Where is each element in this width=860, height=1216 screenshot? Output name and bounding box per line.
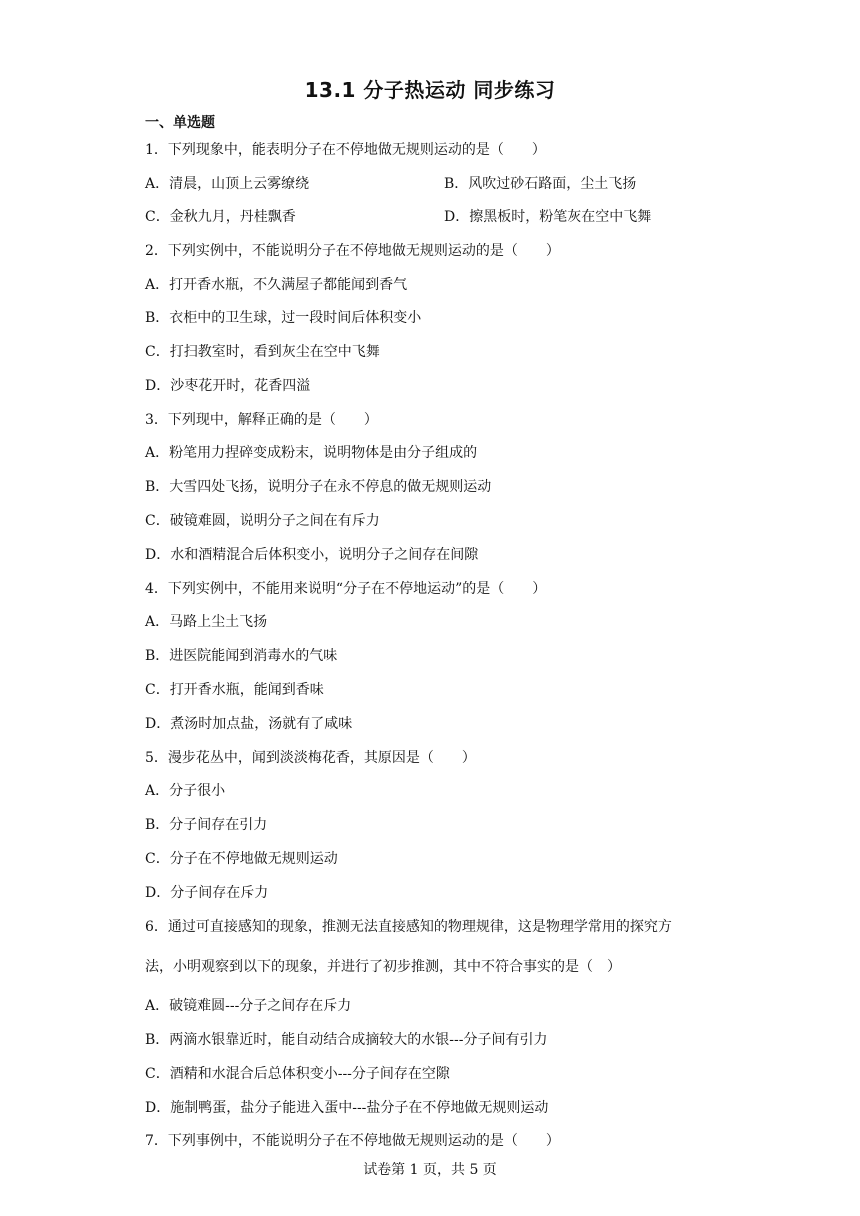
question-5-option-a: A．分子很小 bbox=[145, 783, 226, 799]
question-1-option-c: C．金秋九月，丹桂飘香 bbox=[145, 209, 296, 225]
section-heading: 一、单选题 bbox=[145, 115, 215, 131]
question-1-option-d: D．擦黑板时，粉笔灰在空中飞舞 bbox=[444, 209, 652, 225]
question-6-option-b: B．两滴水银靠近时，能自动结合成摘较大的水银---分子间有引力 bbox=[145, 1032, 548, 1048]
question-2-stem: 2．下列实例中，不能说明分子在不停地做无规则运动的是（ ） bbox=[145, 243, 560, 259]
question-5-option-d: D．分子间存在斥力 bbox=[145, 885, 269, 901]
question-4-option-b: B．进医院能闻到消毒水的气味 bbox=[145, 648, 338, 664]
question-3-option-a: A．粉笔用力捏碎变成粉末，说明物体是由分子组成的 bbox=[145, 445, 478, 461]
question-4-option-c: C．打开香水瓶，能闻到香味 bbox=[145, 682, 324, 698]
question-6-stem-line-1: 6．通过可直接感知的现象，推测无法直接感知的物理规律，这是物理学常用的探究方 bbox=[145, 919, 672, 935]
question-6-stem-line-2: 法，小明观察到以下的现象，并进行了初步推测，其中不符合事实的是（ ） bbox=[145, 959, 621, 975]
question-3-option-d: D．水和酒精混合后体积变小，说明分子之间存在间隙 bbox=[145, 547, 479, 563]
question-2-option-b: B．衣柜中的卫生球，过一段时间后体积变小 bbox=[145, 310, 422, 326]
question-2-option-c: C．打扫教室时，看到灰尘在空中飞舞 bbox=[145, 344, 380, 360]
question-4-option-a: A．马路上尘土飞扬 bbox=[145, 614, 268, 630]
question-6-option-a: A．破镜难圆---分子之间存在斥力 bbox=[145, 998, 352, 1014]
page-footer: 试卷第 1 页，共 5 页 bbox=[363, 1162, 497, 1178]
question-1-stem: 1．下列现象中，能表明分子在不停地做无规则运动的是（ ） bbox=[145, 142, 546, 158]
question-1-option-b: B．风吹过砂石路面，尘土飞扬 bbox=[444, 176, 637, 192]
question-4-option-d: D．煮汤时加点盐，汤就有了咸味 bbox=[145, 716, 353, 732]
question-7-stem: 7．下列事例中，不能说明分子在不停地做无规则运动的是（ ） bbox=[145, 1133, 560, 1149]
question-5-stem: 5．漫步花丛中，闻到淡淡梅花香，其原因是（ ） bbox=[145, 750, 476, 766]
question-6-option-c: C．酒精和水混合后总体积变小---分子间存在空隙 bbox=[145, 1066, 450, 1082]
question-6-option-d: D．施制鸭蛋，盐分子能进入蛋中---盐分子在不停地做无规则运动 bbox=[145, 1100, 549, 1116]
question-3-option-b: B．大雪四处飞扬，说明分子在永不停息的做无规则运动 bbox=[145, 479, 492, 495]
question-5-option-c: C．分子在不停地做无规则运动 bbox=[145, 851, 338, 867]
question-5-option-b: B．分子间存在引力 bbox=[145, 817, 268, 833]
question-2-option-a: A．打开香水瓶，不久满屋子都能闻到香气 bbox=[145, 277, 408, 293]
question-4-stem: 4．下列实例中，不能用来说明“分子在不停地运动”的是（ ） bbox=[145, 581, 547, 597]
page-title: 13.1 分子热运动 同步练习 bbox=[304, 78, 556, 102]
question-3-option-c: C．破镜难圆，说明分子之间在有斥力 bbox=[145, 513, 380, 529]
question-1-option-a: A．清晨，山顶上云雾缭绕 bbox=[145, 176, 310, 192]
question-3-stem: 3．下列现中，解释正确的是（ ） bbox=[145, 412, 378, 428]
question-2-option-d: D．沙枣花开时，花香四溢 bbox=[145, 378, 311, 394]
